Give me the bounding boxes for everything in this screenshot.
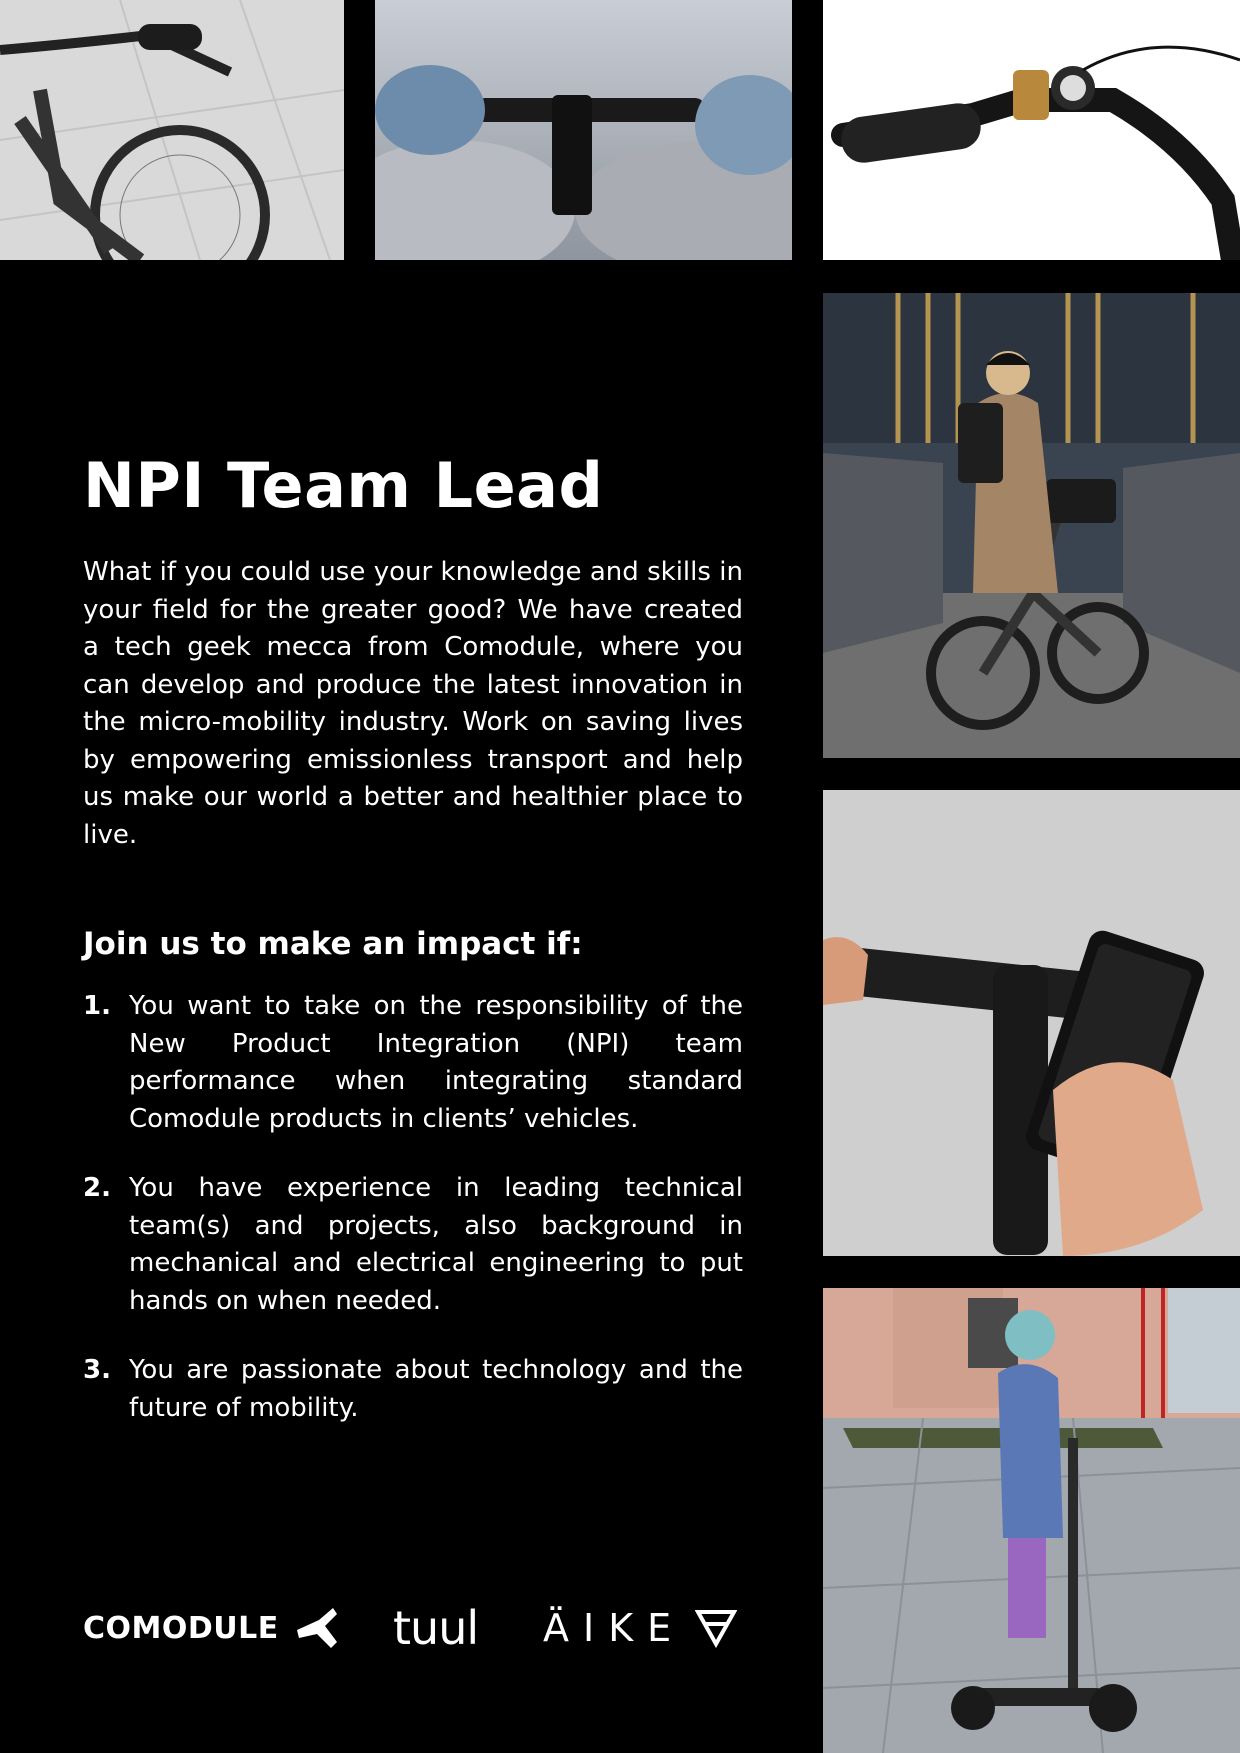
list-number: 1. xyxy=(83,991,111,1022)
job-title: NPI Team Lead xyxy=(83,449,604,522)
job-description xyxy=(83,449,743,1459)
comodule-mark-icon xyxy=(293,1606,341,1650)
partner-logos xyxy=(83,1600,743,1656)
tuul-logo: tuul xyxy=(393,1601,479,1655)
list-text: You have experience in leading technical team(s) and projects, also background in mechanical and electrical engineering to put hands on when needed. xyxy=(129,1173,743,1316)
aike-triangle-icon xyxy=(695,1608,737,1648)
list-text: You want to take on the responsibility of the New Product Integration (NPI) team performance when integrating standard Comodule products in clients’ vehicles. xyxy=(129,991,743,1134)
photo-woman-with-ebike xyxy=(823,293,1240,758)
comodule-logo: COMODULE xyxy=(83,1600,341,1656)
intro-paragraph: What if you could use your knowledge and skills in your field for the greater good? We have created a tech geek mecca from Comodule, where you can develop and produce the latest innovation in the micro-mobility industry. Work on saving lives by empowering emissionless transport and help us make our world a better and healthier place to live. xyxy=(83,557,743,850)
photo-woman-on-scooter xyxy=(823,1288,1240,1753)
list-item xyxy=(83,1170,743,1320)
list-number: 3. xyxy=(83,1355,111,1386)
requirements-heading: Join us to make an impact if: xyxy=(83,926,583,963)
photo-handlebar-controls xyxy=(823,0,1240,260)
aike-logo: ÄIKE xyxy=(543,1600,737,1656)
photo-gloved-hands-handlebar xyxy=(375,0,792,260)
list-number: 2. xyxy=(83,1173,111,1204)
list-item xyxy=(83,988,743,1138)
photo-bike-handlebar xyxy=(0,0,344,260)
list-text: You are passionate about technology and the future of mobility. xyxy=(129,1355,743,1423)
requirements-list xyxy=(83,988,743,1427)
photo-phone-on-scooter xyxy=(823,790,1240,1256)
list-item xyxy=(83,1352,743,1427)
